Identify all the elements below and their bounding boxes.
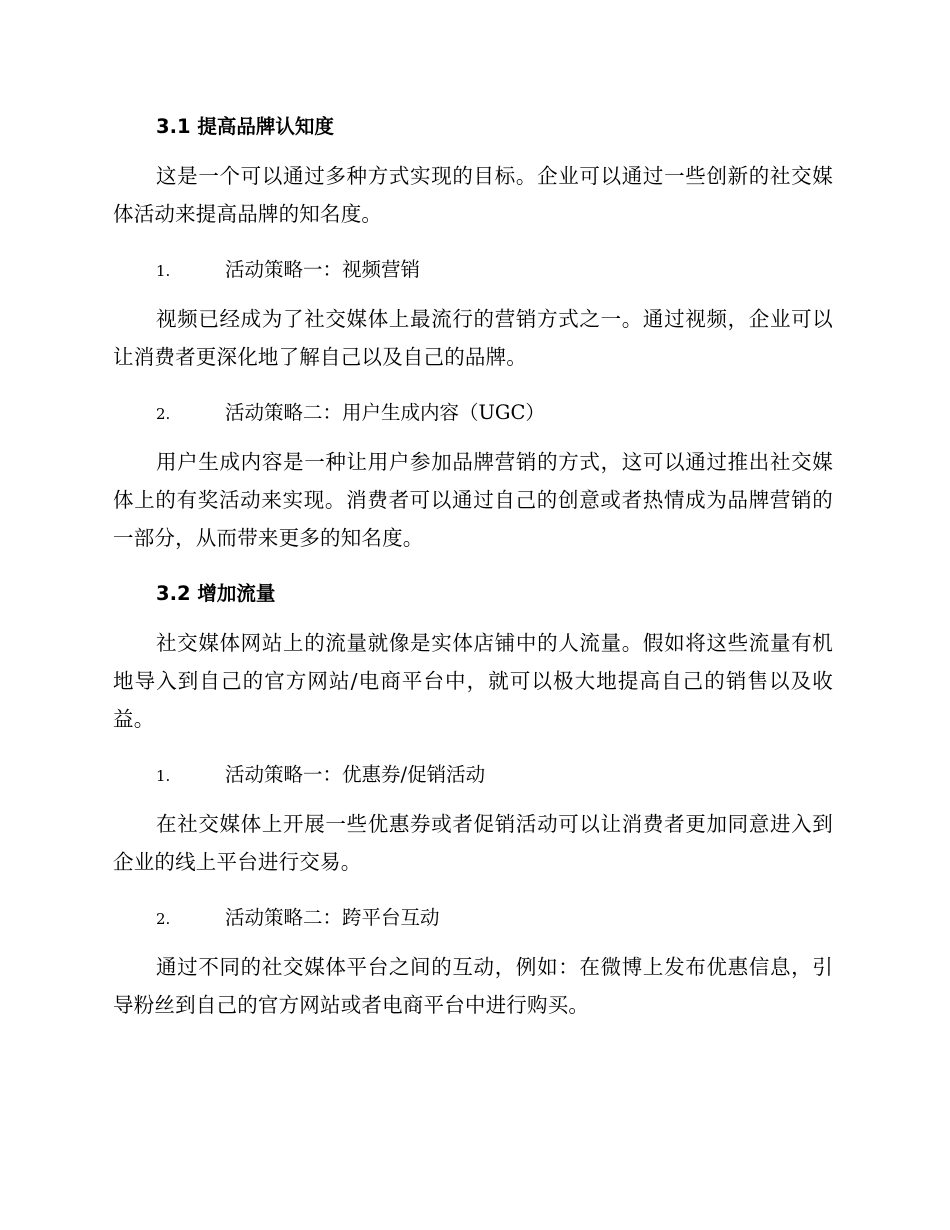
section-intro-3-1: 这是一个可以通过多种方式实现的目标。企业可以通过一些创新的社交媒体活动来提高品牌的知名度。 <box>113 164 833 226</box>
section-heading-3-1: 3.1 提高品牌认知度 <box>156 115 334 138</box>
strategy-item <box>113 247 833 294</box>
strategy-item <box>113 390 833 437</box>
strategy-title: 活动策略二：用户生成内容（UGC） <box>225 401 545 424</box>
list-number: 2. <box>156 405 171 423</box>
strategy-description: 视频已经成为了社交媒体上最流行的营销方式之一。通过视频，企业可以让消费者更深化地了解自己以及自己的品牌。 <box>113 307 833 369</box>
strategy-description: 在社交媒体上开展一些优惠券或者促销活动可以让消费者更加同意进入到企业的线上平台进行交易。 <box>113 812 833 874</box>
strategy-title: 活动策略一：视频营销 <box>225 258 421 281</box>
section-intro-3-2: 社交媒体网站上的流量就像是实体店铺中的人流量。假如将这些流量有机地导入到自己的官方网站/电商平台中，就可以极大地提高自己的销售以及收益。 <box>113 631 833 731</box>
strategy-item <box>113 752 833 799</box>
strategy-title: 活动策略二：跨平台互动 <box>225 906 440 929</box>
document-page <box>113 104 833 1038</box>
section-heading-3-2: 3.2 增加流量 <box>156 582 276 605</box>
strategy-title: 活动策略一：优惠券/促销活动 <box>225 763 486 786</box>
list-number: 2. <box>156 910 171 928</box>
strategy-item <box>113 895 833 942</box>
strategy-description: 用户生成内容是一种让用户参加品牌营销的方式，这可以通过推出社交媒体上的有奖活动来实现。消费者可以通过自己的创意或者热情成为品牌营销的一部分，从而带来更多的知名度。 <box>113 450 833 550</box>
strategy-description: 通过不同的社交媒体平台之间的互动，例如：在微博上发布优惠信息，引导粉丝到自己的官方网站或者电商平台中进行购买。 <box>113 955 833 1017</box>
list-number: 1. <box>156 262 171 280</box>
list-number: 1. <box>156 767 171 785</box>
